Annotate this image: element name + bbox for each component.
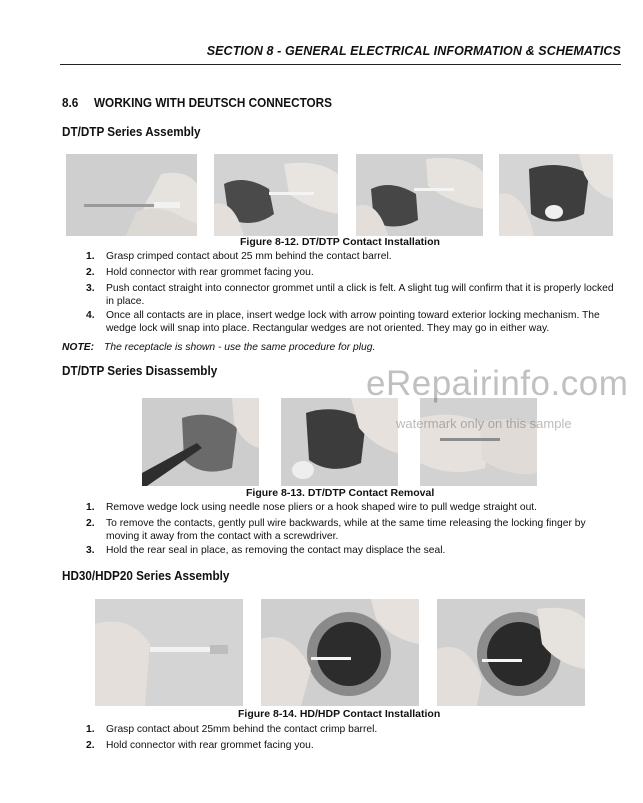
header-rule [60,64,621,65]
hd-connector-insert-photo [261,599,419,706]
dtp-assembly-step-3 [86,283,621,308]
watermark-sub: watermark only on this sample [396,416,572,431]
step-number: 2. [86,740,95,751]
step-number: 2. [86,267,95,278]
pliers-wedge-removal-photo [142,398,259,486]
contact-push-photo [356,154,483,236]
hd-contact-grasp-photo [95,599,243,706]
hd-assembly-step-2 [86,740,621,753]
step-text: Once all contacts are in place, insert wedge lock with arrow pointing toward exterior locking mechanism. The wedge lock will snap into place. Rectangular wedges are not oriented. They may go in either way. [106,310,600,334]
step-text: Hold connector with rear grommet facing you. [106,740,314,751]
step-number: 1. [86,724,95,735]
wedge-out-photo [281,398,398,486]
step-text: Grasp contact about 25mm behind the contact crimp barrel. [106,724,378,735]
note-text: The receptacle is shown - use the same procedure for plug. [104,342,376,353]
step-number: 1. [86,502,95,513]
watermark-main: eRepairinfo.com [366,364,629,403]
contact-insertion-photo [214,154,338,236]
dtp-assembly-step-4 [86,310,621,335]
step-number: 2. [86,518,95,529]
crimped-contact-photo [66,154,197,236]
step-text: Hold connector with rear grommet facing you. [106,267,314,278]
dtp-disassembly-step-1 [86,502,621,515]
dtp-assembly-heading: DT/DTP Series Assembly [62,124,201,139]
note-label: NOTE: [62,342,95,353]
hd-assembly-heading: HD30/HDP20 Series Assembly [62,568,230,583]
step-number: 4. [86,310,95,321]
hd-contact-push-photo [437,599,585,706]
figure-8-13-caption: Figure 8-13. DT/DTP Contact Removal [246,487,435,499]
step-text: Push contact straight into connector grommet until a click is felt. A slight tug will confirm that it is properly locked in place. [106,283,614,307]
hd-assembly-step-1 [86,724,621,737]
step-text: Grasp crimped contact about 25 mm behind the contact barrel. [106,251,392,262]
step-text: Hold the rear seal in place, as removing the contact may displace the seal. [106,545,446,556]
figure-8-14-caption: Figure 8-14. HD/HDP Contact Installation [238,708,441,720]
screwdriver-release-photo [420,398,537,486]
figure-8-12-caption: Figure 8-12. DT/DTP Contact Installation [240,236,440,248]
section-header: SECTION 8 - GENERAL ELECTRICAL INFORMATION & SCHEMATICS [206,44,621,58]
section-number: 8.6 [62,96,79,110]
step-number: 3. [86,283,95,294]
step-text: To remove the contacts, gently pull wire backwards, while at the same time releasing the locking finger by moving it away from the contact with a screwdriver. [106,518,586,542]
step-number: 1. [86,251,95,262]
dtp-assembly-step-2 [86,267,621,280]
dtp-disassembly-heading: DT/DTP Series Disassembly [62,363,218,378]
dtp-disassembly-step-3 [86,545,621,558]
dtp-disassembly-step-2 [86,518,621,543]
note [62,342,375,353]
section-title: WORKING WITH DEUTSCH CONNECTORS [93,96,333,110]
step-number: 3. [86,545,95,556]
dtp-assembly-step-1 [86,251,621,264]
wedge-lock-photo [499,154,613,236]
step-text: Remove wedge lock using needle nose pliers or a hook shaped wire to pull wedge straight out. [106,502,538,513]
section-heading [62,96,332,110]
